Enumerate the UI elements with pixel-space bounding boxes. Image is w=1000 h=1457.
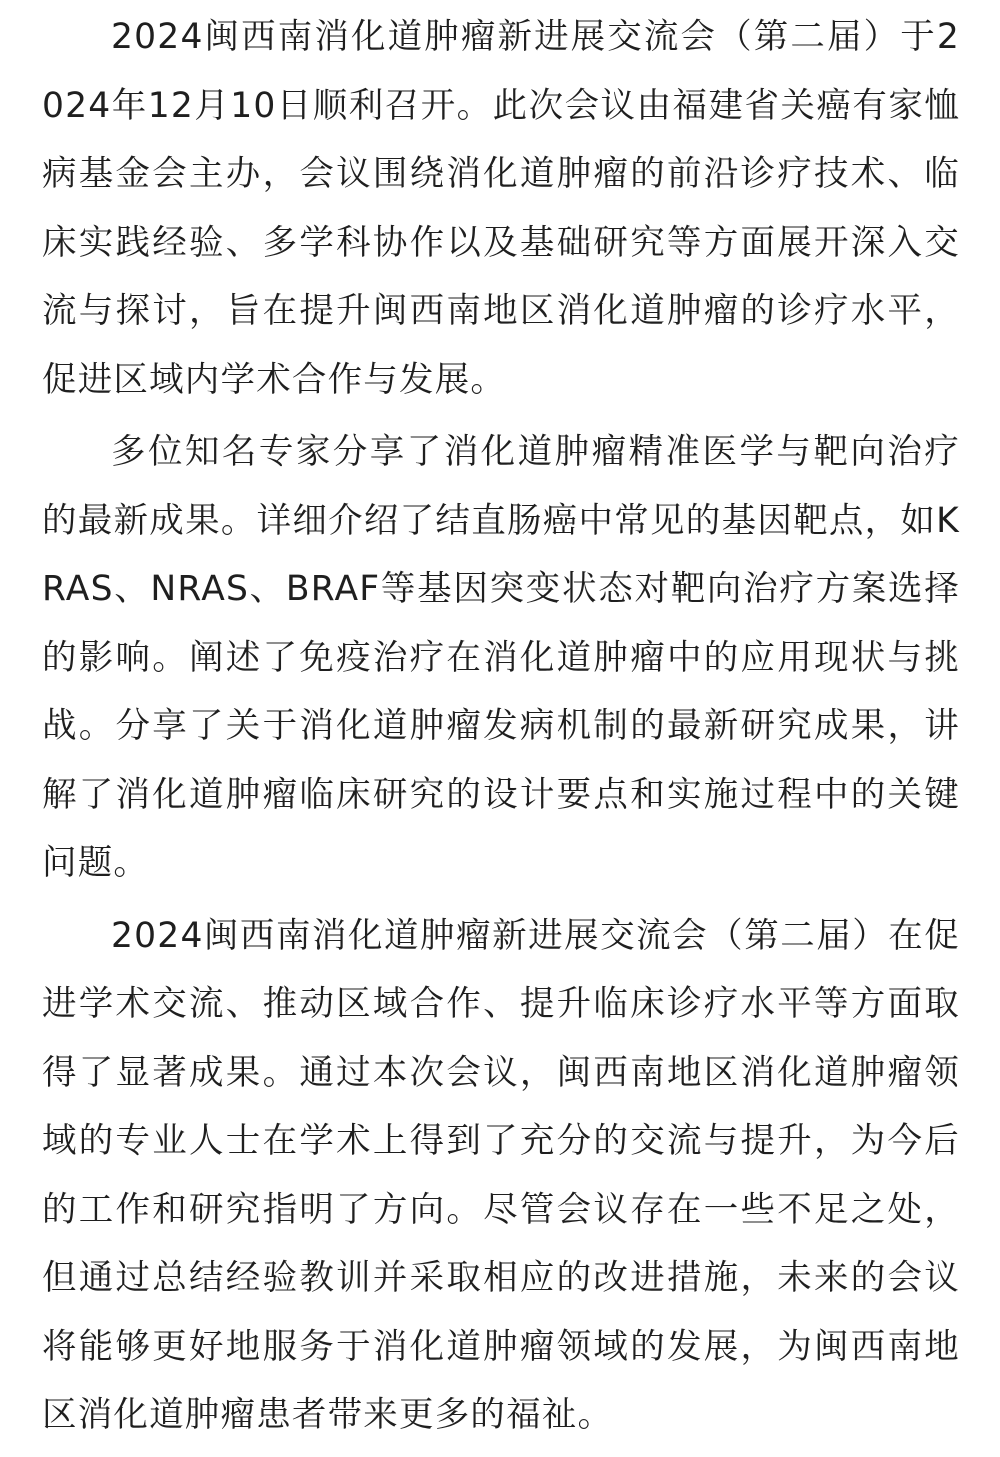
- article-body: [42, 3, 960, 1454]
- paragraph-intro: 2024闽西南消化道肿瘤新进展交流会（第二届）于2024年12月10日顺利召开。此次会议由福建省关癌有家恤病基金会主办，会议围绕消化道肿瘤的前沿诊疗技术、临床实践经验、多学科协作以及基础研究等方面展开深入交流与探讨，旨在提升闽西南地区消化道肿瘤的诊疗水平，促进区域内学术合作与发展。: [42, 17, 960, 400]
- paragraph-expert-sharing: 多位知名专家分享了消化道肿瘤精准医学与靶向治疗的最新成果。详细介绍了结直肠癌中常见的基因靶点，如KRAS、NRAS、BRAF等基因突变状态对靶向治疗方案选择的影响。阐述了免疫治疗在消化道肿瘤中的应用现状与挑战。分享了关于消化道肿瘤发病机制的最新研究成果，讲解了消化道肿瘤临床研究的设计要点和实施过程中的关键问题。: [42, 432, 960, 883]
- paragraph-conclusion: 2024闽西南消化道肿瘤新进展交流会（第二届）在促进学术交流、推动区域合作、提升临床诊疗水平等方面取得了显著成果。通过本次会议，闽西南地区消化道肿瘤领域的专业人士在学术上得到了充分的交流与提升，为今后的工作和研究指明了方向。尽管会议存在一些不足之处，但通过总结经验教训并采取相应的改进措施，未来的会议将能够更好地服务于消化道肿瘤领域的发展，为闽西南地区消化道肿瘤患者带来更多的福祉。: [42, 915, 960, 1435]
